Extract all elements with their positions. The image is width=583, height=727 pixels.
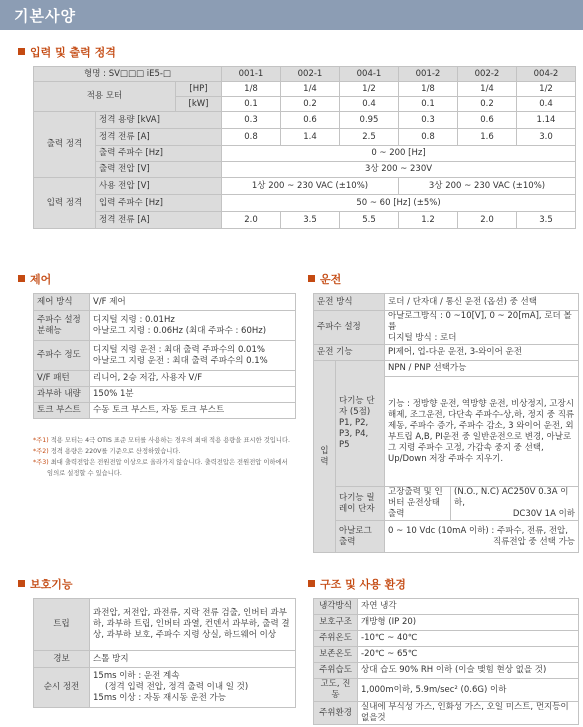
alarm-value: 스톨 방지 [90, 651, 296, 668]
multi-terminal-list: P1, P2, P3, P4, P5 [339, 418, 369, 450]
kw-cell: 0.1 [222, 97, 281, 112]
op-func-label: 운전 기능 [314, 345, 385, 361]
kw-cell: 0.2 [458, 97, 517, 112]
output-volt-label: 출력 전압 [V] [96, 162, 222, 178]
env-row [314, 631, 579, 647]
input-freq-label: 입력 주파수 [Hz] [96, 195, 222, 212]
kw-cell: 0.4 [340, 97, 399, 112]
op-freq-analog: 아날로그방식 : 0 ~10[V], 0 ~ 20[mA], 로더 볼륨 [388, 311, 572, 332]
page-header [0, 0, 583, 30]
kw-cell: 0.1 [399, 97, 458, 112]
multi-terminal-name: 다기능 단자 (5점) [339, 396, 375, 417]
kw-cell: 0.4 [517, 97, 576, 112]
bullet-square-icon [18, 580, 25, 587]
env-label: 냉각방식 [314, 599, 358, 615]
vf-value: 리니어, 2승 저감, 사용자 V/F [90, 371, 296, 387]
capacity-cell: 0.3 [399, 112, 458, 129]
model-1: 002-1 [281, 67, 340, 82]
hp-cell: 1/2 [517, 82, 576, 97]
input-rating-label: 입력 정격 [34, 178, 96, 229]
current-cell: 0.8 [399, 129, 458, 146]
env-label: 보존온도 [314, 647, 358, 663]
env-row [314, 663, 579, 679]
accuracy-analog: 아날로그 지령 운전 : 최대 출력 주파수의 0.1% [93, 355, 268, 366]
analog-out-value [385, 521, 579, 553]
env-row [314, 615, 579, 631]
op-func-value: PI제어, 업-다운 운전, 3-와이어 운전 [385, 345, 579, 361]
bullet-square-icon [18, 275, 25, 282]
capacity-label: 정격 용량 [kVA] [96, 112, 222, 129]
env-value: 개방형 (IP 20) [358, 615, 579, 631]
page-title: 기본사양 [14, 7, 76, 25]
accuracy-digital: 디지털 지령 운전 : 최대 출력 주파수의 0.01% [93, 344, 265, 355]
resolution-label: 주파수 설정 분해능 [34, 311, 90, 341]
output-freq-value: 0 ~ 200 [Hz] [222, 146, 576, 162]
analog-out-line-2: 직류전압 중 선택 가능 [493, 536, 576, 547]
section-protection-title: 보호기능 [18, 576, 73, 592]
operation-table [313, 293, 579, 553]
input-current-cell: 3.5 [281, 212, 340, 229]
env-row [314, 599, 579, 615]
output-rating-label: 출력 정격 [34, 112, 96, 178]
kw-label: [kW] [176, 97, 222, 112]
resolution-value [90, 311, 296, 341]
accuracy-value [90, 341, 296, 371]
momentary-line-2: (정격 입력 전압, 정격 출력 이내 일 것) [105, 682, 249, 692]
io-rating-table [33, 66, 576, 229]
control-method-label: 제어 방식 [34, 294, 90, 311]
env-value: 실내에 부식성 가스, 인화성 가스, 오일 미스트, 먼지등이 없을것 [358, 702, 579, 725]
env-value: -20℃ ~ 65℃ [358, 647, 579, 663]
overload-label: 과부하 내량 [34, 387, 90, 403]
model-4: 002-2 [458, 67, 517, 82]
env-value: 1,000m이하, 5.9m/sec² (0.6G) 이하 [358, 679, 579, 702]
current-cell: 2.5 [340, 129, 399, 146]
env-value: 자연 냉각 [358, 599, 579, 615]
op-freq-label: 주파수 설정 [314, 311, 385, 345]
momentary-label: 순시 정전 [34, 668, 90, 708]
capacity-cell: 0.6 [281, 112, 340, 129]
multi-terminal-label [336, 361, 385, 487]
overload-value: 150% 1분 [90, 387, 296, 403]
protection-table [33, 598, 296, 708]
op-method-value: 로더 / 단자대 / 통신 운전 (옵션) 중 선택 [385, 294, 579, 311]
multi-terminal-desc: 기능 : 정방향 운전, 역방향 운전, 비상정지, 고장시 해제, 조그운전, 다단속 주파수-상,하, 정지 중 직류제동, 주파수 증가, 주파수 감소, 3 와이어 운전, 외부트립 A,B, PI운전 중 일반운전으로 변경, 아날로그 지령 주파수 고정, 가감속 중지 중 선택, Up/Down 저장 주파수 지우기. [385, 377, 579, 487]
env-label: 주위습도 [314, 663, 358, 679]
input-volt-2: 3상 200 ~ 230 VAC (±10%) [399, 178, 576, 195]
section-operation-title: 운전 [308, 271, 341, 287]
capacity-cell: 1.14 [517, 112, 576, 129]
bullet-square-icon [308, 580, 315, 587]
momentary-line-1: 15ms 이하 : 운전 계속 [93, 671, 180, 681]
hp-cell: 1/4 [458, 82, 517, 97]
hp-cell: 1/8 [399, 82, 458, 97]
hp-cell: 1/4 [281, 82, 340, 97]
trip-label: 트립 [34, 599, 90, 651]
model-label: 형명 : SV□□□ iE5-□ [34, 67, 222, 82]
input-group-label: 입력 [314, 361, 336, 553]
hp-cell: 1/8 [222, 82, 281, 97]
output-volt-value: 3상 200 ~ 230V [222, 162, 576, 178]
input-current-label: 정격 전류 [A] [96, 212, 222, 229]
trip-value: 과전압, 저전압, 과전류, 지락 전류 검출, 인버터 과부하, 과부하 트립, 인버터 과열, 컨덴서 과부하, 출력 결상, 과부하 보호, 주파수 지령 상실, 하드웨어 이상 [90, 599, 296, 651]
input-volt-1: 1상 200 ~ 230 VAC (±10%) [222, 178, 399, 195]
relay-spec [451, 487, 579, 521]
motor-label: 적용 모터 [34, 82, 176, 112]
env-row [314, 679, 579, 702]
op-freq-digital: 디지털 방식 : 로더 [388, 333, 457, 343]
torque-boost-value: 수동 토크 부스트, 자동 토크 부스트 [90, 403, 296, 419]
section-control-title: 제어 [18, 271, 51, 287]
footnote-3-cont: 임의로 설정할 수 있습니다. [47, 470, 122, 477]
kw-cell: 0.2 [281, 97, 340, 112]
model-0: 001-1 [222, 67, 281, 82]
analog-out-label: 아날로그 출력 [336, 521, 385, 553]
current-cell: 0.8 [222, 129, 281, 146]
input-current-cell: 5.5 [340, 212, 399, 229]
control-table [33, 293, 296, 419]
footnote-2: *주2) 정격 용량은 220V를 기준으로 산정하였습니다. [33, 448, 181, 455]
environment-table [313, 598, 579, 725]
capacity-cell: 0.3 [222, 112, 281, 129]
npn-pnp: NPN / PNP 선택가능 [385, 361, 579, 377]
model-2: 004-1 [340, 67, 399, 82]
momentary-value [90, 668, 296, 708]
momentary-line-3: 15ms 이상 : 자동 재시동 운전 가능 [93, 693, 226, 703]
bullet-square-icon [308, 275, 315, 282]
env-value: -10℃ ~ 40℃ [358, 631, 579, 647]
input-volt-label: 사용 전압 [V] [96, 178, 222, 195]
current-cell: 1.4 [281, 129, 340, 146]
current-label: 정격 전류 [A] [96, 129, 222, 146]
control-method-value: V/F 제어 [90, 294, 296, 311]
current-cell: 3.0 [517, 129, 576, 146]
accuracy-label: 주파수 정도 [34, 341, 90, 371]
input-current-cell: 3.5 [517, 212, 576, 229]
resolution-analog: 아날로그 지령 : 0.06Hz (최대 주파수 : 60Hz) [93, 325, 267, 336]
output-freq-label: 출력 주파수 [Hz] [96, 146, 222, 162]
section-io-title: 입력 및 출력 정격 [18, 44, 116, 60]
relay-spec-dc: DC30V 1A 이하 [512, 509, 576, 519]
footnote-3: *주3) 최대 출력전압은 전원전압 이상으로 올라가지 않습니다. 출력전압은 전원전압 이하에서 [33, 459, 288, 466]
model-5: 004-2 [517, 67, 576, 82]
hp-cell: 1/2 [340, 82, 399, 97]
bullet-square-icon [18, 48, 25, 55]
resolution-digital: 디지털 지령 : 0.01Hz [93, 314, 175, 325]
op-method-label: 운전 방식 [314, 294, 385, 311]
input-current-cell: 2.0 [222, 212, 281, 229]
capacity-cell: 0.6 [458, 112, 517, 129]
input-current-cell: 1.2 [399, 212, 458, 229]
op-freq-value [385, 311, 579, 345]
env-label: 보호구조 [314, 615, 358, 631]
alarm-label: 경보 [34, 651, 90, 668]
hp-label: [HP] [176, 82, 222, 97]
relay-desc: 고장출력 및 인버터 운전상태 출력 [385, 487, 451, 521]
capacity-cell: 0.95 [340, 112, 399, 129]
env-row [314, 702, 579, 725]
input-freq-value: 50 ~ 60 [Hz] (±5%) [222, 195, 576, 212]
vf-label: V/F 패턴 [34, 371, 90, 387]
footnote-1: *주1) 적용 모터는 4극 OTIS 표준 모터를 사용하는 경우의 최대 적용 용량을 표시한 것입니다. [33, 437, 291, 444]
model-3: 001-2 [399, 67, 458, 82]
input-current-cell: 2.0 [458, 212, 517, 229]
relay-spec-ac: (N.O., N.C) AC250V 0.3A 이하, [454, 487, 569, 508]
env-value: 상대 습도 90% RH 이하 (이슬 맺힘 현상 없을 것) [358, 663, 579, 679]
env-label: 고도, 진동 [314, 679, 358, 702]
current-cell: 1.6 [458, 129, 517, 146]
env-row [314, 647, 579, 663]
env-label: 주위온도 [314, 631, 358, 647]
relay-label: 다기능 릴레이 단자 [336, 487, 385, 521]
torque-boost-label: 토크 부스트 [34, 403, 90, 419]
env-label: 주위환경 [314, 702, 358, 725]
footnotes [33, 435, 305, 479]
section-environment-title: 구조 및 사용 환경 [308, 576, 406, 592]
analog-out-line-1: 0 ~ 10 Vdc (10mA 이하) : 주파수, 전류, 전압, [388, 525, 568, 536]
